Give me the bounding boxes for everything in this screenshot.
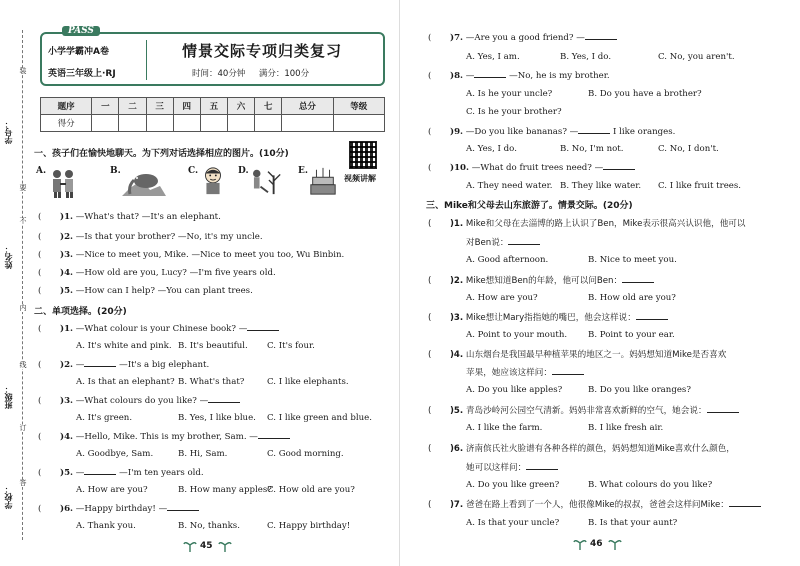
- option-a: A. Is he your uncle?: [466, 89, 553, 99]
- question-text: —Happy birthday! —: [75, 504, 168, 514]
- birthday-cake-picture: [308, 166, 338, 196]
- question-number: )7.: [450, 500, 464, 510]
- mc-question: ( )6. —Happy birthday! —: [38, 503, 199, 514]
- section1-item: ( )4. —How old are you, Lucy? —I'm five years old.: [38, 268, 276, 278]
- option-a: A. Goodbye, Sam.: [76, 449, 154, 459]
- answer-blank[interactable]: [258, 431, 290, 439]
- cut-char: 不: [19, 217, 27, 225]
- question-number: )5.: [450, 406, 464, 416]
- picture-label-e: E.: [298, 166, 308, 176]
- picture-label-a: A.: [36, 166, 47, 176]
- option-c: C. No, I don't.: [658, 144, 719, 154]
- section1-item: ( )3. —Nice to meet you, Mike. —Nice to meet you too, Wu Binbin.: [38, 250, 345, 260]
- score-input[interactable]: [146, 115, 173, 132]
- option-c: C. Happy birthday!: [267, 521, 351, 531]
- question-text: 爸爸在路上看到了一个人，他很像Mike的叔叔，爸爸会这样问Mike：: [465, 500, 729, 510]
- score-row-label: 得分: [41, 115, 92, 132]
- series-name: 小学学霸冲A卷: [48, 47, 109, 57]
- mc-options: [267, 341, 315, 351]
- option-b: B. Point to your ear.: [588, 330, 675, 340]
- time-label: 时间：40分钟: [192, 69, 246, 79]
- option-c: C. No, you aren't.: [658, 52, 735, 62]
- option-b: B. How old are you?: [588, 293, 676, 303]
- question-text: —Are you a good friend? —: [465, 33, 585, 43]
- score-input[interactable]: [200, 115, 227, 132]
- question-text: —: [465, 71, 475, 81]
- question-text: 苹果，她应该这样问：: [466, 368, 552, 378]
- class-label: 班级：: [4, 385, 13, 409]
- question-number: )4.: [60, 432, 74, 442]
- option-b: B. No, I'm not.: [560, 144, 624, 154]
- question-number: )5.: [60, 468, 74, 478]
- cut-char: 内: [19, 304, 27, 312]
- answer-blank[interactable]: [622, 275, 654, 283]
- question-number: )1.: [60, 324, 74, 334]
- question-number: )6.: [450, 444, 464, 454]
- question-number: )10.: [450, 163, 470, 173]
- score-cell: 六: [227, 98, 254, 115]
- mc-question: ( )9. —Do you like bananas? — I like oranges.: [428, 127, 676, 137]
- score-input[interactable]: [227, 115, 254, 132]
- option-c: C. I like fruit trees.: [658, 181, 742, 191]
- mc-options: [76, 341, 172, 351]
- option-b: B. I like fresh air.: [588, 423, 664, 433]
- option-a: A. Point to your mouth.: [466, 330, 568, 340]
- question-text: Mike想知道Ben的年龄，他可以问Ben：: [465, 276, 623, 286]
- score-input[interactable]: [282, 115, 333, 132]
- question-number: )8.: [450, 71, 464, 81]
- option-b: B. No, thanks.: [178, 521, 240, 531]
- score-input[interactable]: [173, 115, 200, 132]
- question-text: 对Ben说：: [466, 238, 509, 248]
- option-b: B. Hi, Sam.: [178, 449, 228, 459]
- score-cell: 一: [92, 98, 119, 115]
- picture-label-b: B.: [110, 166, 121, 176]
- option-b: B. Nice to meet you.: [588, 255, 677, 265]
- option-a: A. How are you?: [76, 485, 148, 495]
- sprout-icon: [218, 540, 232, 552]
- option-b: B. What colours do you like?: [588, 480, 713, 490]
- question-number: )1.: [60, 212, 74, 222]
- cut-char: 要: [19, 184, 27, 192]
- answer-blank[interactable]: [474, 70, 506, 78]
- answer-blank[interactable]: [247, 323, 279, 331]
- score-table-score-row: [41, 115, 385, 132]
- option-b: B. What's that?: [178, 377, 245, 387]
- boy-picture: [198, 166, 228, 196]
- section1-item: ( )2. —Is that your brother? —No, it's my uncle.: [38, 232, 263, 242]
- question-text: —What's that? —It's an elephant.: [75, 212, 221, 222]
- cut-char: 装: [19, 67, 27, 75]
- mc-question: ( )10. —What do fruit trees need? —: [428, 162, 635, 173]
- question-text: Mike想让Mary指指她的嘴巴，他会这样说：: [465, 313, 636, 323]
- question-text: —No, he is my brother.: [506, 71, 610, 81]
- question-text: —What colours do you like? —: [75, 396, 209, 406]
- question-text: —Is that your brother? —No, it's my uncle.: [75, 232, 263, 242]
- score-cell: 四: [173, 98, 200, 115]
- option-b: B. It's beautiful.: [178, 341, 248, 351]
- option-b: B. Do you like oranges?: [588, 385, 691, 395]
- grade-label: 英语三年级上·RJ: [48, 69, 116, 79]
- page-number: 46: [590, 539, 603, 549]
- id-label: 学号：: [4, 120, 13, 144]
- right-page: [400, 0, 800, 566]
- situation-question: ( )2. Mike想知道Ben的年龄，他可以问Ben：: [428, 274, 654, 286]
- mc-question: ( )5. — —I'm ten years old.: [38, 468, 204, 478]
- score-cell: 五: [200, 98, 227, 115]
- section1-item: ( )5. —How can I help? —You can plant trees.: [38, 286, 253, 296]
- cut-char: 答: [19, 479, 27, 487]
- answer-blank[interactable]: [707, 405, 739, 413]
- answer-blank[interactable]: [167, 503, 199, 511]
- option-a: A. Do you like apples?: [466, 385, 563, 395]
- answer-blank[interactable]: [729, 499, 761, 507]
- question-number: )2.: [60, 232, 74, 242]
- answer-blank[interactable]: [84, 467, 116, 475]
- sprout-icon: [183, 540, 197, 552]
- option-a: A. Good afternoon.: [466, 255, 549, 265]
- question-number: )9.: [450, 127, 464, 137]
- question-text: —Hello, Mike. This is my brother, Sam. —: [75, 432, 258, 442]
- cut-char: 订: [19, 424, 27, 432]
- question-number: )7.: [450, 33, 464, 43]
- elephant-picture: [120, 168, 168, 198]
- section1-heading: 一、孩子们在愉快地聊天。为下列对话选择相应的图片。(10分): [34, 149, 289, 159]
- question-text: —I'm ten years old.: [116, 468, 204, 478]
- question-number: )6.: [60, 504, 74, 514]
- question-number: )1.: [450, 219, 464, 229]
- cut-line: [22, 30, 23, 540]
- option-a: A. Yes, I do.: [466, 144, 517, 154]
- section3-heading: 三、Mike和父母去山东旅游了。情景交际。(20分): [426, 201, 633, 211]
- name-label: 姓名：: [4, 245, 13, 269]
- question-text: —It's a big elephant.: [116, 360, 210, 370]
- option-a: A. Thank you.: [76, 521, 136, 531]
- binding-margin: [0, 0, 32, 566]
- question-number: )3.: [60, 250, 74, 260]
- option-a: A. Yes, I am.: [466, 52, 520, 62]
- question-text: 山东烟台是我国最早种植苹果的地区之一。妈妈想知道Mike是否喜欢: [465, 350, 727, 360]
- situation-question: ( )1. Mike和父母在去淄博的路上认识了Ben，Mike表示很高兴认识他，他可以: [428, 219, 746, 229]
- qr-code[interactable]: [349, 141, 377, 169]
- handshake-picture: [48, 168, 78, 198]
- situation-question: ( )3. Mike想让Mary指指她的嘴巴，他会这样说：: [428, 311, 668, 323]
- option-a: A. I like the farm.: [466, 423, 543, 433]
- header-divider: [146, 40, 147, 80]
- question-text: —Do you like bananas? —: [465, 127, 579, 137]
- score-cell: 总分: [282, 98, 333, 115]
- section1-item: ( )1. —What's that? —It's an elephant.: [38, 212, 221, 222]
- option-c: C. Good morning.: [267, 449, 344, 459]
- answer-blank[interactable]: [585, 32, 617, 40]
- option-c: C. Is he your brother?: [466, 107, 562, 117]
- page-title: 情景交际专项归类复习: [182, 42, 343, 60]
- answer-blank[interactable]: [526, 462, 558, 470]
- question-text: —How old are you, Lucy? —I'm five years old.: [75, 268, 276, 278]
- pass-logo: PASS: [62, 26, 100, 36]
- mc-question: ( )1. —What colour is your Chinese book? —: [38, 323, 279, 334]
- situation-question: ( )4. 山东烟台是我国最早种植苹果的地区之一。妈妈想知道Mike是否喜欢: [428, 350, 727, 360]
- question-text: Mike和父母在去淄博的路上认识了Ben，Mike表示很高兴认识他，他可以: [465, 219, 746, 229]
- answer-blank[interactable]: [552, 367, 584, 375]
- score-input[interactable]: [92, 115, 119, 132]
- cut-char: 线: [19, 361, 27, 369]
- page-number: 45: [200, 541, 213, 551]
- tree-planting-picture: [248, 166, 288, 196]
- school-label: 学校：: [4, 485, 13, 509]
- score-label: 满分：100分: [258, 69, 310, 79]
- question-number: )2.: [450, 276, 464, 286]
- question-number: )4.: [60, 268, 74, 278]
- score-cell: 三: [146, 98, 173, 115]
- score-cell: 等级: [333, 98, 384, 115]
- sprout-icon: [573, 538, 587, 550]
- answer-blank[interactable]: [208, 395, 240, 403]
- mc-options: [178, 341, 248, 351]
- option-b: B. They like water.: [560, 181, 642, 191]
- option-a: A. It's green.: [76, 413, 133, 423]
- answer-blank[interactable]: [578, 126, 610, 134]
- mc-question: ( )4. —Hello, Mike. This is my brother, Sam. —: [38, 431, 290, 442]
- situation-question: ( )7. 爸爸在路上看到了一个人，他很像Mike的叔叔，爸爸会这样问Mike：: [428, 498, 761, 510]
- question-text: —What do fruit trees need? —: [471, 163, 604, 173]
- score-input[interactable]: [255, 115, 282, 132]
- option-b: B. Is that your aunt?: [588, 518, 678, 528]
- score-input[interactable]: [119, 115, 146, 132]
- mc-question: ( )7. —Are you a good friend? —: [428, 32, 617, 43]
- score-table-header-row: [41, 98, 385, 115]
- question-number: )4.: [450, 350, 464, 360]
- question-text: —: [75, 360, 85, 370]
- sprout-icon: [608, 538, 622, 550]
- picture-label-d: D.: [238, 166, 249, 176]
- option-a: A. It's white and pink.: [76, 341, 172, 351]
- time-score: [192, 67, 309, 79]
- question-text: 她可以这样问：: [466, 463, 527, 473]
- score-cell: 二: [119, 98, 146, 115]
- option-c: C. It's four.: [267, 341, 315, 351]
- option-a: A. Is that your uncle?: [466, 518, 560, 528]
- question-text: —: [75, 468, 85, 478]
- score-cell: 题序: [41, 98, 92, 115]
- mc-question: ( )2. — —It's a big elephant.: [38, 360, 210, 370]
- question-text: I like oranges.: [610, 127, 676, 137]
- option-a: A. Do you like green?: [466, 480, 560, 490]
- worksheet-header: [40, 26, 385, 86]
- question-text: —What colour is your Chinese book? —: [75, 324, 248, 334]
- question-text: 济南傧氏社火脸谱有各种各样的颜色，妈妈想知道Mike喜欢什么颜色，: [465, 444, 735, 454]
- picture-label-c: C.: [188, 166, 199, 176]
- qr-caption: 视频讲解: [344, 174, 376, 183]
- mc-question: ( )8. — —No, he is my brother.: [428, 71, 610, 81]
- option-a: A. Is that an elephant?: [76, 377, 175, 387]
- answer-blank[interactable]: [636, 312, 668, 320]
- score-table: [40, 97, 385, 132]
- situation-question: ( )5. 青岛沙岭河公园空气清新。妈妈非常喜欢新鲜的空气，她会说：: [428, 404, 739, 416]
- question-number: )3.: [60, 396, 74, 406]
- situation-question: ( )6. 济南傧氏社火脸谱有各种各样的颜色，妈妈想知道Mike喜欢什么颜色，: [428, 444, 735, 454]
- answer-blank[interactable]: [603, 162, 635, 170]
- option-b: B. Do you have a brother?: [588, 89, 702, 99]
- option-c: C. How old are you?: [267, 485, 355, 495]
- score-cell: 七: [255, 98, 282, 115]
- option-b: B. Yes, I do.: [560, 52, 612, 62]
- question-number: )2.: [60, 360, 74, 370]
- question-text: 青岛沙岭河公园空气清新。妈妈非常喜欢新鲜的空气，她会说：: [465, 406, 707, 416]
- option-b: B. How many apples?: [178, 485, 272, 495]
- answer-blank[interactable]: [84, 359, 116, 367]
- question-number: )3.: [450, 313, 464, 323]
- question-text: —Nice to meet you, Mike. —Nice to meet you too, Wu Binbin.: [75, 250, 345, 260]
- option-b: B. Yes, I like blue.: [178, 413, 256, 423]
- mc-question: ( )3. —What colours do you like? —: [38, 395, 240, 406]
- score-input[interactable]: [333, 115, 384, 132]
- option-a: A. How are you?: [466, 293, 538, 303]
- option-a: A. They need water.: [466, 181, 553, 191]
- section2-heading: 二、单项选择。(20分): [34, 307, 127, 317]
- answer-blank[interactable]: [508, 237, 540, 245]
- option-c: C. I like green and blue.: [267, 413, 372, 423]
- option-c: C. I like elephants.: [267, 377, 349, 387]
- question-text: —How can I help? —You can plant trees.: [75, 286, 253, 296]
- question-number: )5.: [60, 286, 74, 296]
